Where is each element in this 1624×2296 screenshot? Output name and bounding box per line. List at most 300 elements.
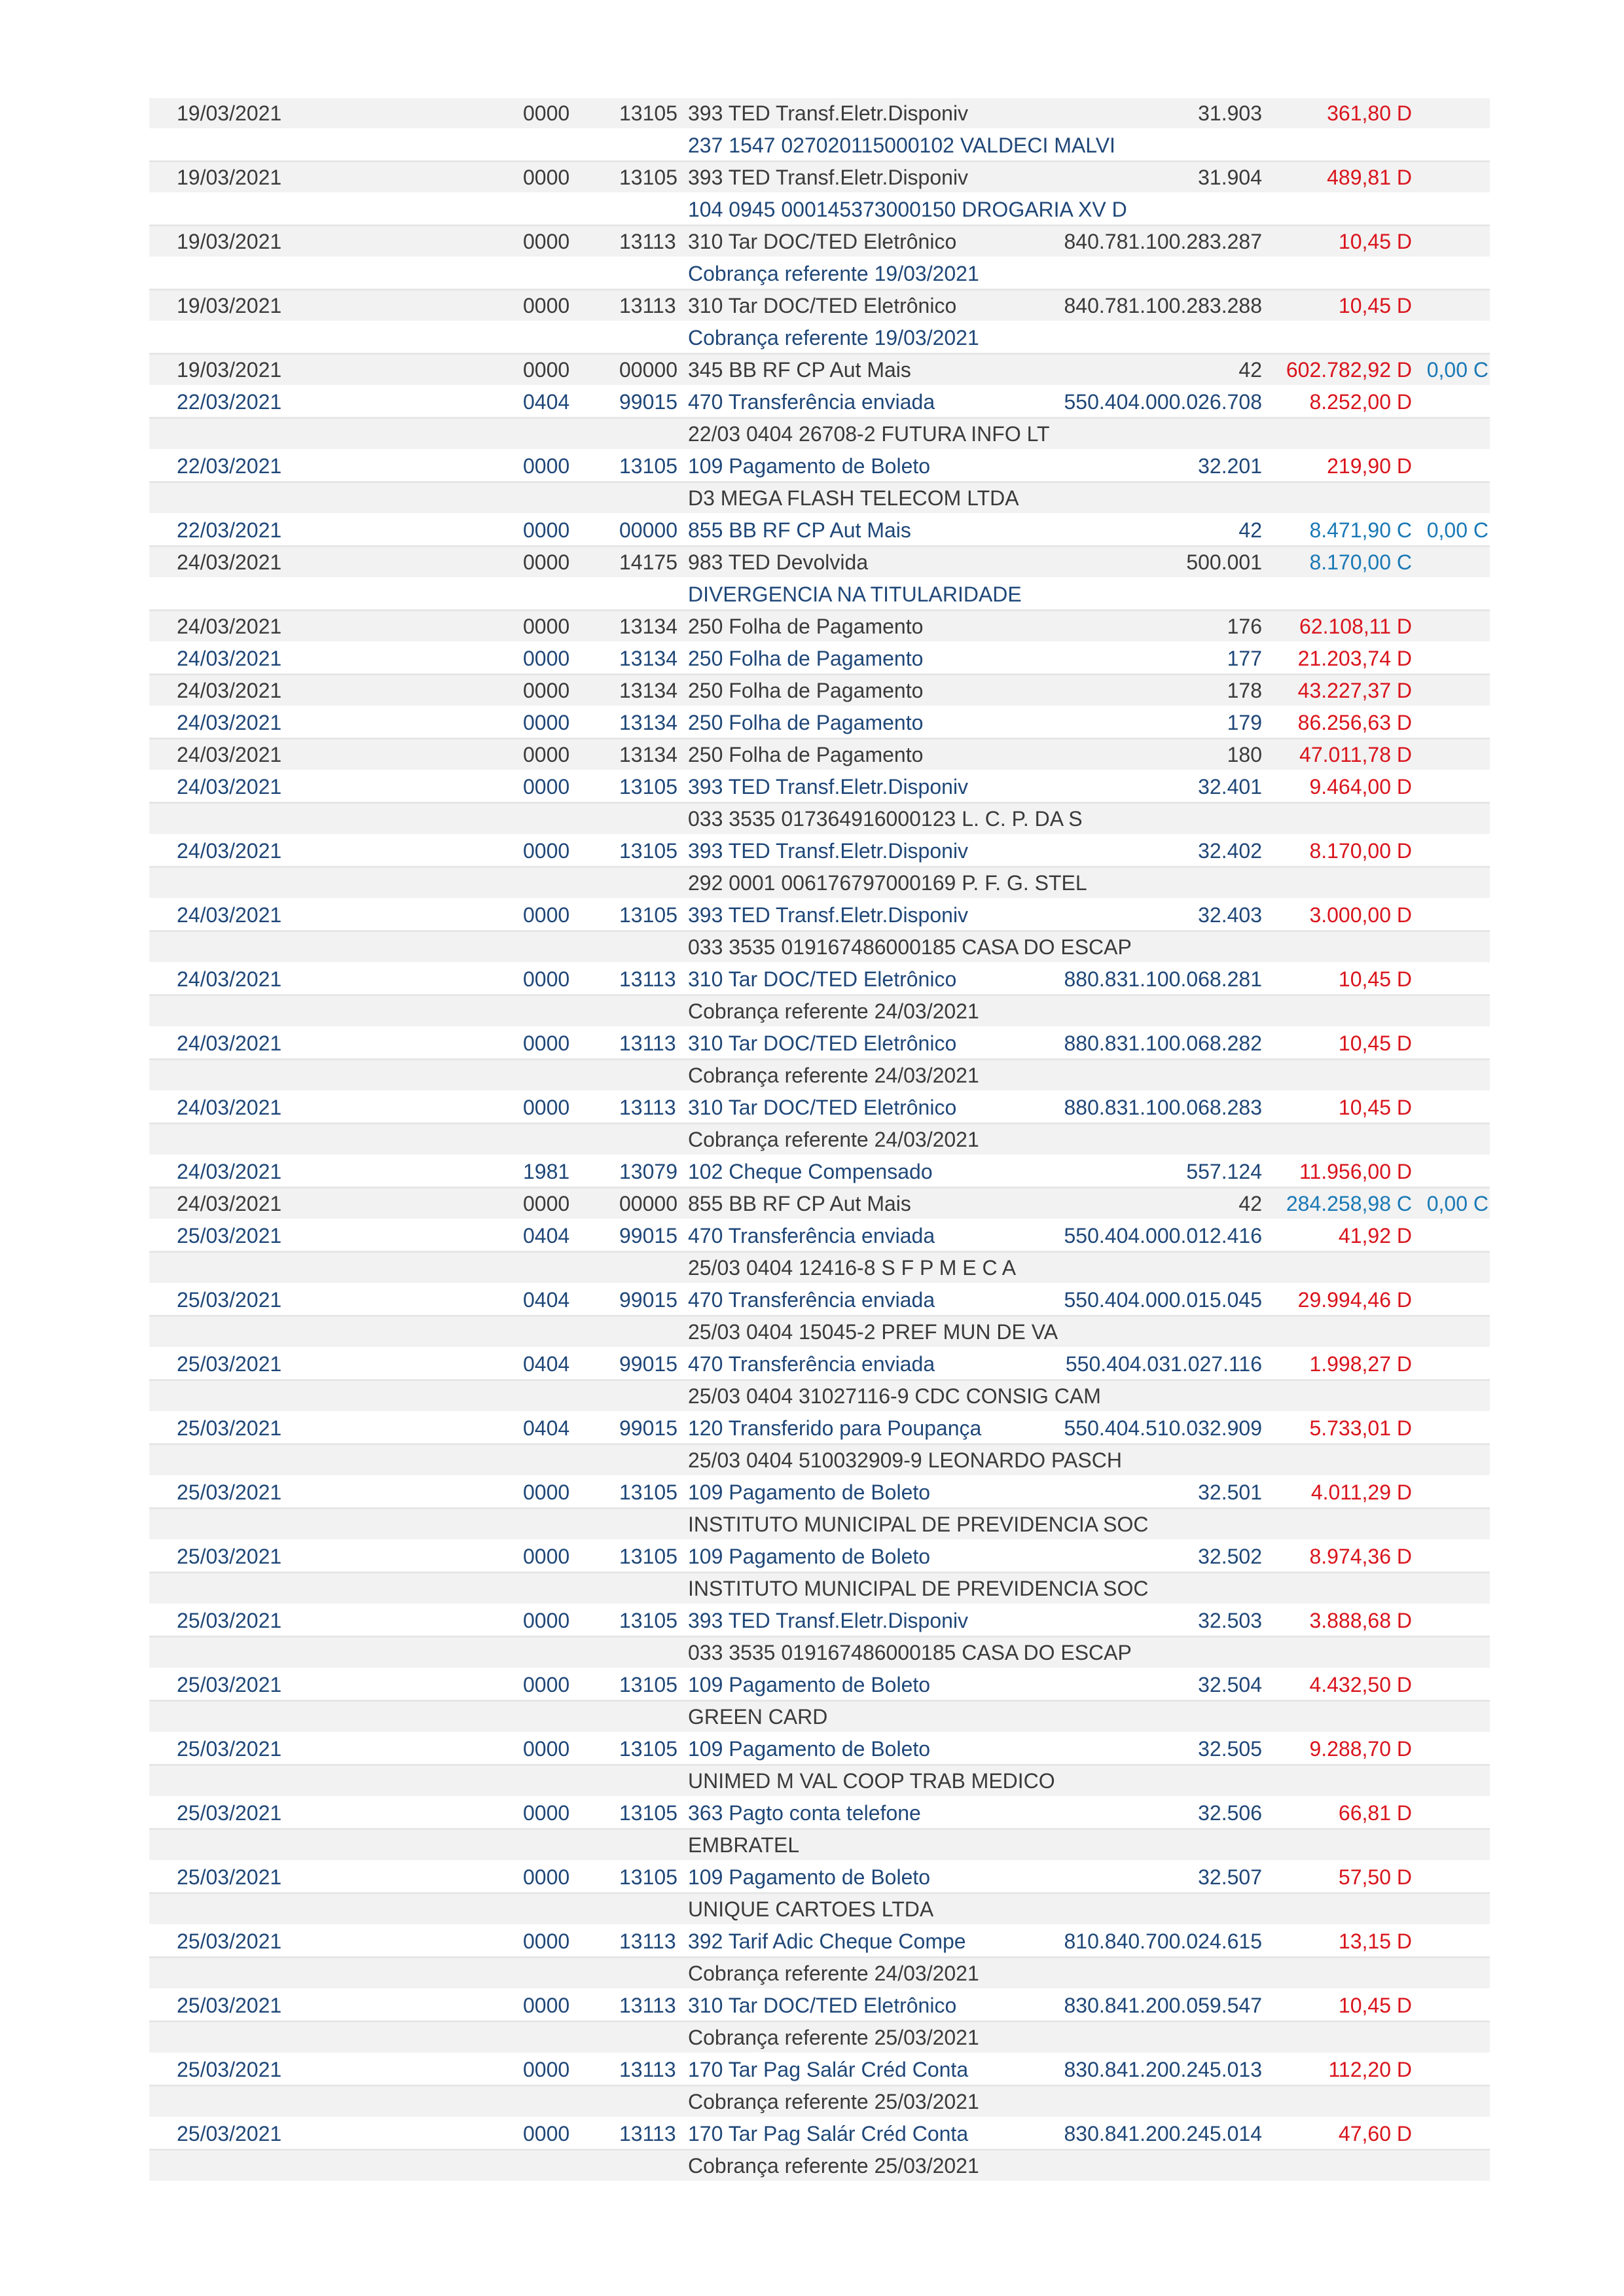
entry-document: 32.505 (1198, 1737, 1262, 1761)
statement-row (149, 1894, 1490, 1926)
statement-row (149, 451, 1490, 483)
entry-batch: 13105 (619, 1609, 677, 1632)
entry-document: 31.903 (1198, 101, 1262, 125)
entry-document: 32.507 (1198, 1865, 1262, 1889)
entry-agency: 0000 (523, 166, 570, 189)
entry-date: 24/03/2021 (177, 1192, 282, 1215)
entry-agency: 0000 (523, 518, 570, 542)
entry-batch: 13105 (619, 903, 677, 927)
entry-description: 310 Tar DOC/TED Eletrônico (688, 967, 957, 991)
entry-agency: 0000 (523, 1929, 570, 1953)
entry-document: 32.502 (1198, 1545, 1262, 1568)
entry-description: 25/03 0404 12416-8 S F P M E C A (688, 1256, 1017, 1280)
entry-amount: 57,50 D (1338, 1865, 1412, 1889)
entry-amount: 9.288,70 D (1309, 1737, 1412, 1761)
entry-amount: 9.464,00 D (1309, 775, 1412, 798)
entry-document: 550.404.510.032.909 (1064, 1416, 1262, 1440)
entry-document: 42 (1238, 1192, 1262, 1215)
statement-row (149, 355, 1490, 387)
statement-row (149, 675, 1490, 708)
entry-amount: 10,45 D (1338, 1096, 1412, 1119)
entry-batch: 99015 (619, 1224, 677, 1247)
entry-date: 24/03/2021 (177, 679, 282, 702)
entry-description: 170 Tar Pag Salár Créd Conta (688, 2058, 969, 2081)
statement-row (149, 259, 1490, 291)
entry-agency: 0000 (523, 1031, 570, 1055)
statement-row (149, 1221, 1490, 1253)
entry-description: 109 Pagamento de Boleto (688, 1865, 931, 1889)
entry-description: D3 MEGA FLASH TELECOM LTDA (688, 486, 1019, 510)
entry-amount: 8.170,00 D (1309, 839, 1412, 863)
entry-document: 840.781.100.283.288 (1064, 294, 1262, 317)
entry-batch: 13134 (619, 679, 677, 702)
entry-document: 550.404.000.015.045 (1064, 1288, 1262, 1312)
statement-row (149, 1958, 1490, 1990)
entry-balance: 0,00 C (1426, 518, 1489, 542)
entry-document: 810.840.700.024.615 (1064, 1929, 1262, 1953)
statement-row (149, 1830, 1490, 1862)
entry-description: 393 TED Transf.Eletr.Disponiv (688, 775, 969, 798)
entry-date: 22/03/2021 (177, 454, 282, 478)
statement-row (149, 323, 1490, 355)
entry-description: 237 1547 027020115000102 VALDECI MALVI (688, 134, 1115, 157)
statement-row (149, 1798, 1490, 1830)
entry-agency: 0000 (523, 1865, 570, 1889)
statement-row (149, 1317, 1490, 1349)
entry-description: Cobrança referente 19/03/2021 (688, 326, 979, 350)
entry-document: 32.504 (1198, 1673, 1262, 1696)
entry-agency: 0000 (523, 679, 570, 702)
statement-row (149, 162, 1490, 194)
entry-amount: 62.108,11 D (1299, 615, 1412, 638)
entry-description: 033 3535 019167486000185 CASA DO ESCAP (688, 1641, 1132, 1664)
entry-batch: 13134 (619, 615, 677, 638)
entry-document: 177 (1227, 647, 1262, 670)
entry-description: 104 0945 000145373000150 DROGARIA XV D (688, 198, 1127, 221)
entry-document: 31.904 (1198, 166, 1262, 189)
statement-row (149, 515, 1490, 547)
entry-description: Cobrança referente 25/03/2021 (688, 2026, 979, 2049)
entry-batch: 13105 (619, 1737, 677, 1761)
entry-document: 880.831.100.068.283 (1064, 1096, 1262, 1119)
entry-description: Cobrança referente 24/03/2021 (688, 999, 979, 1023)
entry-batch: 13105 (619, 101, 677, 125)
entry-agency: 0000 (523, 1192, 570, 1215)
entry-description: 470 Transferência enviada (688, 1288, 935, 1312)
entry-description: 109 Pagamento de Boleto (688, 454, 931, 478)
entry-amount: 10,45 D (1338, 1994, 1412, 2017)
statement-row (149, 2087, 1490, 2119)
entry-agency: 0000 (523, 743, 570, 766)
statement-row (149, 387, 1490, 419)
entry-description: 470 Transferência enviada (688, 390, 935, 414)
entry-agency: 0404 (523, 1224, 570, 1247)
entry-agency: 0000 (523, 1545, 570, 1568)
entry-batch: 13113 (619, 2122, 676, 2145)
statement-row (149, 1349, 1490, 1381)
entry-document: 179 (1227, 711, 1262, 734)
entry-description: 983 TED Devolvida (688, 550, 869, 574)
entry-date: 24/03/2021 (177, 839, 282, 863)
entry-description: 393 TED Transf.Eletr.Disponiv (688, 166, 969, 189)
entry-agency: 0000 (523, 1673, 570, 1696)
entry-description: Cobrança referente 25/03/2021 (688, 2154, 979, 2178)
statement-row (149, 2054, 1490, 2087)
entry-amount: 10,45 D (1338, 967, 1412, 991)
statement-row (149, 1862, 1490, 1894)
entry-batch: 13134 (619, 647, 677, 670)
entry-amount: 8.974,36 D (1309, 1545, 1412, 1568)
entry-description: UNIMED M VAL COOP TRAB MEDICO (688, 1769, 1055, 1793)
entry-agency: 0000 (523, 775, 570, 798)
entry-batch: 13105 (619, 775, 677, 798)
entry-description: 310 Tar DOC/TED Eletrônico (688, 230, 957, 253)
entry-amount: 602.782,92 D (1286, 358, 1412, 382)
entry-amount: 219,90 D (1327, 454, 1412, 478)
statement-row (149, 643, 1490, 675)
entry-date: 25/03/2021 (177, 1480, 282, 1504)
entry-amount: 361,80 D (1327, 101, 1412, 125)
entry-description: 250 Folha de Pagamento (688, 647, 924, 670)
entry-agency: 0000 (523, 230, 570, 253)
entry-batch: 13113 (619, 294, 676, 317)
entry-agency: 0000 (523, 1994, 570, 2017)
statement-row (149, 1060, 1490, 1092)
entry-description: 855 BB RF CP Aut Mais (688, 1192, 911, 1215)
entry-document: 32.201 (1198, 454, 1262, 478)
entry-date: 19/03/2021 (177, 101, 282, 125)
entry-batch: 13079 (619, 1160, 677, 1183)
entry-amount: 3.888,68 D (1309, 1609, 1412, 1632)
entry-document: 32.403 (1198, 903, 1262, 927)
entry-amount: 4.432,50 D (1309, 1673, 1412, 1696)
entry-date: 25/03/2021 (177, 1545, 282, 1568)
entry-document: 830.841.200.059.547 (1064, 1994, 1262, 2017)
entry-agency: 0404 (523, 1416, 570, 1440)
entry-amount: 3.000,00 D (1309, 903, 1412, 927)
entry-date: 25/03/2021 (177, 1801, 282, 1825)
entry-document: 178 (1227, 679, 1262, 702)
entry-agency: 0000 (523, 1609, 570, 1632)
entry-date: 22/03/2021 (177, 390, 282, 414)
entry-description: 393 TED Transf.Eletr.Disponiv (688, 839, 969, 863)
entry-date: 19/03/2021 (177, 230, 282, 253)
entry-agency: 0000 (523, 101, 570, 125)
entry-batch: 13105 (619, 1673, 677, 1696)
entry-date: 24/03/2021 (177, 1031, 282, 1055)
entry-batch: 13105 (619, 1801, 677, 1825)
entry-amount: 86.256,63 D (1297, 711, 1412, 734)
entry-description: 310 Tar DOC/TED Eletrônico (688, 1096, 957, 1119)
statement-row (149, 194, 1490, 226)
statement-row (149, 1253, 1490, 1285)
entry-amount: 41,92 D (1338, 1224, 1412, 1247)
statement-row (149, 1766, 1490, 1798)
statement-row (149, 2022, 1490, 2054)
entry-amount: 10,45 D (1338, 294, 1412, 317)
entry-document: 840.781.100.283.287 (1064, 230, 1262, 253)
entry-description: 363 Pagto conta telefone (688, 1801, 921, 1825)
statement-row (149, 2151, 1490, 2183)
entry-batch: 00000 (619, 518, 677, 542)
statement-table (149, 98, 1490, 2183)
entry-batch: 13113 (619, 1096, 676, 1119)
statement-row (149, 1638, 1490, 1670)
entry-amount: 11.956,00 D (1299, 1160, 1412, 1183)
entry-description: 393 TED Transf.Eletr.Disponiv (688, 101, 969, 125)
entry-batch: 13134 (619, 711, 677, 734)
entry-date: 19/03/2021 (177, 166, 282, 189)
entry-date: 24/03/2021 (177, 903, 282, 927)
entry-agency: 0404 (523, 1352, 570, 1376)
entry-document: 42 (1238, 518, 1262, 542)
statement-row (149, 1926, 1490, 1958)
entry-agency: 0000 (523, 967, 570, 991)
entry-agency: 0000 (523, 615, 570, 638)
entry-agency: 0000 (523, 903, 570, 927)
entry-batch: 99015 (619, 390, 677, 414)
entry-document: 557.124 (1186, 1160, 1262, 1183)
entry-date: 25/03/2021 (177, 1224, 282, 1247)
statement-row (149, 964, 1490, 996)
entry-agency: 0000 (523, 550, 570, 574)
entry-document: 550.404.000.026.708 (1064, 390, 1262, 414)
entry-batch: 99015 (619, 1288, 677, 1312)
statement-row (149, 900, 1490, 932)
entry-date: 25/03/2021 (177, 1737, 282, 1761)
entry-description: 250 Folha de Pagamento (688, 679, 924, 702)
statement-row (149, 868, 1490, 900)
entry-description: Cobrança referente 24/03/2021 (688, 1962, 979, 1985)
entry-agency: 0000 (523, 839, 570, 863)
entry-batch: 13105 (619, 454, 677, 478)
entry-agency: 0000 (523, 454, 570, 478)
entry-agency: 0000 (523, 358, 570, 382)
entry-date: 25/03/2021 (177, 1609, 282, 1632)
entry-date: 25/03/2021 (177, 1416, 282, 1440)
statement-row (149, 130, 1490, 162)
entry-description: Cobrança referente 24/03/2021 (688, 1128, 979, 1151)
entry-description: Cobrança referente 25/03/2021 (688, 2090, 979, 2113)
entry-date: 25/03/2021 (177, 1673, 282, 1696)
entry-date: 19/03/2021 (177, 358, 282, 382)
entry-amount: 112,20 D (1328, 2058, 1412, 2081)
entry-date: 25/03/2021 (177, 1929, 282, 1953)
entry-description: 855 BB RF CP Aut Mais (688, 518, 911, 542)
entry-document: 550.404.000.012.416 (1064, 1224, 1262, 1247)
entry-date: 22/03/2021 (177, 518, 282, 542)
entry-amount: 1.998,27 D (1309, 1352, 1412, 1376)
statement-row (149, 804, 1490, 836)
entry-description: INSTITUTO MUNICIPAL DE PREVIDENCIA SOC (688, 1513, 1149, 1536)
entry-amount: 29.994,46 D (1297, 1288, 1412, 1312)
entry-date: 25/03/2021 (177, 1994, 282, 2017)
statement-row (149, 98, 1490, 130)
entry-description: 25/03 0404 510032909-9 LEONARDO PASCH (688, 1448, 1122, 1472)
entry-amount: 21.203,74 D (1297, 647, 1412, 670)
entry-batch: 13113 (619, 230, 676, 253)
entry-description: 25/03 0404 31027116-9 CDC CONSIG CAM (688, 1384, 1101, 1408)
statement-row (149, 1381, 1490, 1413)
entry-date: 19/03/2021 (177, 294, 282, 317)
statement-row (149, 1541, 1490, 1573)
statement-row (149, 1990, 1490, 2022)
entry-agency: 0000 (523, 1737, 570, 1761)
entry-balance: 0,00 C (1426, 358, 1489, 382)
entry-agency: 0404 (523, 1288, 570, 1312)
entry-batch: 13105 (619, 839, 677, 863)
entry-agency: 0000 (523, 2122, 570, 2145)
entry-document: 180 (1227, 743, 1262, 766)
entry-agency: 0000 (523, 1480, 570, 1504)
entry-amount: 10,45 D (1338, 1031, 1412, 1055)
statement-row (149, 996, 1490, 1028)
entry-document: 32.402 (1198, 839, 1262, 863)
statement-row (149, 1605, 1490, 1638)
entry-document: 880.831.100.068.281 (1064, 967, 1262, 991)
entry-date: 25/03/2021 (177, 1352, 282, 1376)
entry-description: INSTITUTO MUNICIPAL DE PREVIDENCIA SOC (688, 1577, 1149, 1600)
statement-row (149, 836, 1490, 868)
statement-row (149, 226, 1490, 259)
entry-batch: 13105 (619, 1545, 677, 1568)
entry-description: 250 Folha de Pagamento (688, 743, 924, 766)
entry-document: 42 (1238, 358, 1262, 382)
statement-row (149, 1285, 1490, 1317)
entry-document: 32.503 (1198, 1609, 1262, 1632)
entry-date: 24/03/2021 (177, 550, 282, 574)
entry-description: 310 Tar DOC/TED Eletrônico (688, 1031, 957, 1055)
entry-amount: 284.258,98 C (1286, 1192, 1412, 1215)
statement-row (149, 1157, 1490, 1189)
entry-amount: 489,81 D (1327, 166, 1412, 189)
entry-date: 24/03/2021 (177, 743, 282, 766)
entry-document: 550.404.031.027.116 (1065, 1352, 1262, 1376)
entry-description: 392 Tarif Adic Cheque Compe (688, 1929, 966, 1953)
entry-batch: 99015 (619, 1416, 677, 1440)
entry-description: 310 Tar DOC/TED Eletrônico (688, 294, 957, 317)
entry-date: 25/03/2021 (177, 2058, 282, 2081)
entry-batch: 13105 (619, 166, 677, 189)
entry-description: 345 BB RF CP Aut Mais (688, 358, 911, 382)
entry-batch: 13113 (619, 1929, 676, 1953)
entry-description: 109 Pagamento de Boleto (688, 1545, 931, 1568)
entry-document: 32.401 (1198, 775, 1262, 798)
entry-date: 24/03/2021 (177, 615, 282, 638)
entry-description: 033 3535 019167486000185 CASA DO ESCAP (688, 935, 1132, 959)
statement-row (149, 291, 1490, 323)
statement-row (149, 1124, 1490, 1157)
entry-amount: 66,81 D (1338, 1801, 1412, 1825)
statement-row (149, 611, 1490, 643)
entry-document: 32.506 (1198, 1801, 1262, 1825)
statement-row (149, 1509, 1490, 1541)
entry-date: 24/03/2021 (177, 647, 282, 670)
statement-row (149, 1702, 1490, 1734)
entry-description: 25/03 0404 15045-2 PREF MUN DE VA (688, 1320, 1058, 1344)
statement-row (149, 1092, 1490, 1124)
entry-agency: 0000 (523, 2058, 570, 2081)
statement-row (149, 708, 1490, 740)
entry-amount: 47,60 D (1338, 2122, 1412, 2145)
entry-description: 393 TED Transf.Eletr.Disponiv (688, 903, 969, 927)
entry-batch: 13134 (619, 743, 677, 766)
entry-description: 470 Transferência enviada (688, 1352, 935, 1376)
entry-agency: 0000 (523, 1801, 570, 1825)
entry-date: 25/03/2021 (177, 2122, 282, 2145)
statement-row (149, 2119, 1490, 2151)
entry-description: Cobrança referente 19/03/2021 (688, 262, 979, 285)
entry-document: 880.831.100.068.282 (1064, 1031, 1262, 1055)
entry-date: 24/03/2021 (177, 1096, 282, 1119)
entry-document: 176 (1227, 615, 1262, 638)
statement-row (149, 740, 1490, 772)
entry-amount: 13,15 D (1338, 1929, 1412, 1953)
statement-row (149, 1445, 1490, 1477)
entry-agency: 1981 (523, 1160, 570, 1183)
statement-row (149, 1477, 1490, 1509)
entry-amount: 8.252,00 D (1309, 390, 1412, 414)
entry-batch: 13113 (619, 1994, 676, 2017)
statement-row (149, 579, 1490, 611)
entry-description: 22/03 0404 26708-2 FUTURA INFO LT (688, 422, 1050, 446)
entry-description: UNIQUE CARTOES LTDA (688, 1897, 934, 1921)
entry-batch: 13105 (619, 1865, 677, 1889)
entry-balance: 0,00 C (1426, 1192, 1489, 1215)
entry-description: 393 TED Transf.Eletr.Disponiv (688, 1609, 969, 1632)
statement-row (149, 932, 1490, 964)
entry-batch: 00000 (619, 1192, 677, 1215)
entry-description: 470 Transferência enviada (688, 1224, 935, 1247)
entry-description: 250 Folha de Pagamento (688, 615, 924, 638)
entry-date: 24/03/2021 (177, 967, 282, 991)
entry-description: 250 Folha de Pagamento (688, 711, 924, 734)
statement-row (149, 419, 1490, 451)
entry-amount: 43.227,37 D (1297, 679, 1412, 702)
entry-document: 830.841.200.245.014 (1064, 2122, 1262, 2145)
statement-row (149, 1413, 1490, 1445)
entry-description: EMBRATEL (688, 1833, 800, 1857)
entry-amount: 8.471,90 C (1309, 518, 1412, 542)
entry-date: 25/03/2021 (177, 1865, 282, 1889)
statement-row (149, 1734, 1490, 1766)
entry-description: 292 0001 006176797000169 P. F. G. STEL (688, 871, 1087, 895)
entry-document: 32.501 (1198, 1480, 1262, 1504)
entry-date: 24/03/2021 (177, 775, 282, 798)
entry-batch: 13113 (619, 1031, 676, 1055)
entry-date: 24/03/2021 (177, 1160, 282, 1183)
entry-description: 170 Tar Pag Salár Créd Conta (688, 2122, 969, 2145)
entry-batch: 13113 (619, 2058, 676, 2081)
entry-amount: 8.170,00 C (1309, 550, 1412, 574)
entry-batch: 00000 (619, 358, 677, 382)
entry-description: 109 Pagamento de Boleto (688, 1673, 931, 1696)
entry-amount: 10,45 D (1338, 230, 1412, 253)
entry-batch: 13105 (619, 1480, 677, 1504)
entry-agency: 0000 (523, 1096, 570, 1119)
entry-agency: 0000 (523, 711, 570, 734)
entry-batch: 13113 (619, 967, 676, 991)
entry-amount: 47.011,78 D (1299, 743, 1412, 766)
entry-agency: 0000 (523, 647, 570, 670)
entry-description: 033 3535 017364916000123 L. C. P. DA S (688, 807, 1083, 831)
entry-document: 500.001 (1186, 550, 1262, 574)
entry-batch: 99015 (619, 1352, 677, 1376)
statement-row (149, 1028, 1490, 1060)
statement-row (149, 483, 1490, 515)
entry-description: Cobrança referente 24/03/2021 (688, 1064, 979, 1087)
statement-row (149, 1189, 1490, 1221)
